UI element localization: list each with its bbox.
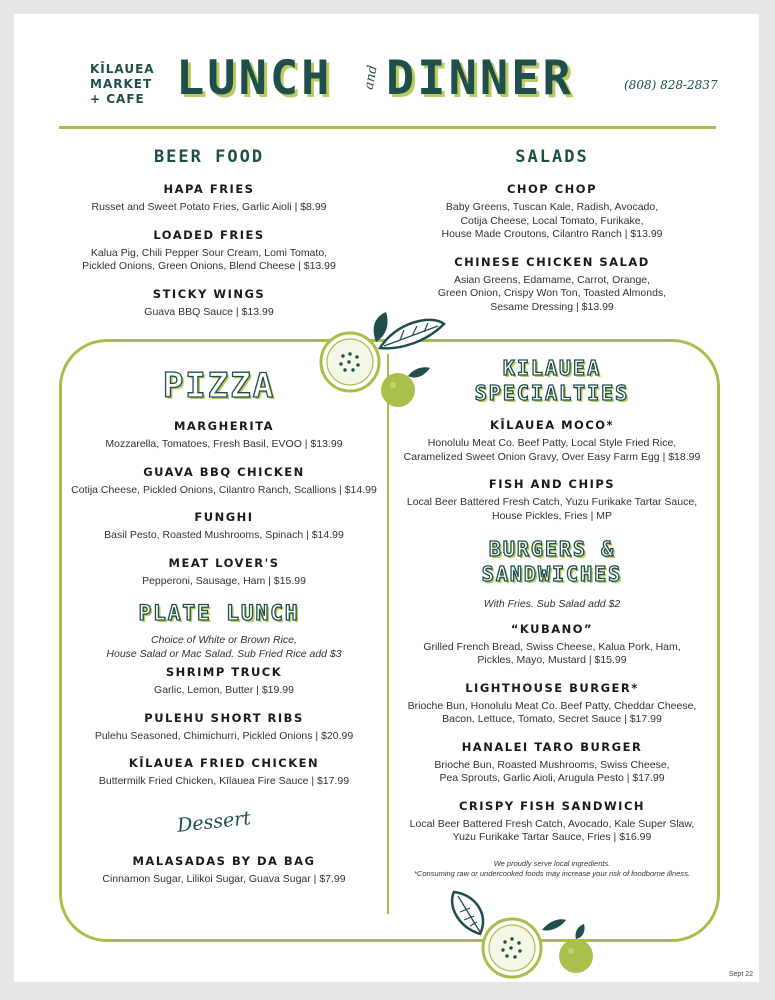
brand-line: KĪLAUEA — [90, 62, 155, 76]
menu-item-desc: Pepperoni, Sausage, Ham | $15.99 — [142, 574, 306, 587]
menu-item-desc: Honolulu Meat Co. Beef Patty, Local Style Fried Rice, — [427, 437, 677, 449]
menu-item-name: KĪLAUEA FRIED CHICKEN — [128, 756, 320, 770]
title-lunch: LUNCH — [176, 51, 333, 106]
menu-item-desc: Garlic, Lemon, Butter | $19.99 — [154, 684, 294, 696]
menu-item-desc: Local Beer Battered Fresh Catch, Yuzu Furikake Tartar Sauce, — [406, 496, 698, 508]
menu-item-desc: Sesame Dressing | $13.99 — [490, 300, 614, 313]
menu-item-name: FUNGHI — [194, 510, 254, 524]
menu-item-name: HAPA FRIES — [163, 182, 255, 196]
menu-item-name: PULEHU SHORT RIBS — [144, 710, 304, 725]
phone-number: (808) 828-2837 — [624, 78, 718, 92]
leaf-icon — [452, 892, 483, 934]
heading-line: KILAUEA — [502, 356, 602, 380]
pizza-heading: PIZZA — [162, 366, 276, 406]
menu-item-name: KĪLAUEA MOCO* — [489, 418, 615, 432]
specialties-heading — [392, 356, 712, 406]
menu-item-name: LOADED FRIES — [153, 227, 265, 242]
menu-item-desc: Basil Pesto, Roasted Mushrooms, Spinach | $14.99 — [104, 529, 344, 541]
beer-food-list — [34, 182, 384, 319]
title-dinner: DINNER — [386, 51, 574, 106]
plate-lunch-note: Choice of White or Brown Rice, — [151, 634, 297, 646]
dessert-list — [64, 854, 384, 887]
burgers-heading — [392, 537, 712, 587]
menu-item-desc: Pickled Onions, Green Onions, Blend Cheese | $13.99 — [82, 260, 336, 272]
brand-line: + CAFE — [90, 92, 145, 106]
menu-item-desc: Guava BBQ Sauce | $13.99 — [144, 305, 274, 318]
menu-item-desc: Grilled French Bread, Swiss Cheese, Kalua Pork, Ham, — [423, 640, 681, 653]
beer-food-heading: BEER FOOD — [153, 147, 265, 167]
heading-line: BURGERS & — [488, 537, 616, 561]
salads-list — [394, 182, 710, 314]
menu-item-desc: Cotija Cheese, Local Tomato, Furikake, — [460, 214, 644, 227]
menu-item-desc: Pickles, Mayo, Mustard | $15.99 — [477, 654, 627, 666]
plate-lunch-heading: PLATE LUNCH — [138, 601, 300, 625]
menu-item-desc: Asian Greens, Edamame, Carrot, Orange, — [453, 273, 651, 286]
menu-item-name: MEAT LOVER'S — [168, 555, 280, 570]
menu-item-name: LIGHTHOUSE BURGER* — [465, 680, 639, 695]
menu-item-desc: Mozzarella, Tomatoes, Fresh Basil, EVOO | $13.99 — [105, 438, 343, 450]
plate-lunch-note: House Salad or Mac Salad. Sub Fried Rice add $3 — [106, 647, 342, 660]
menu-item-desc: Caramelized Sweet Onion Gravy, Over Easy Farm Egg | $18.99 — [403, 450, 701, 463]
menu-item-name: CRISPY FISH SANDWICH — [458, 798, 646, 813]
menu-item-name: MARGHERITA — [173, 419, 275, 433]
burgers-list — [392, 598, 712, 879]
menu-item-desc: Cinnamon Sugar, Lilikoi Sugar, Guava Sugar | $7.99 — [102, 873, 346, 885]
menu-item-desc: House Made Croutons, Cilantro Ranch | $13.99 — [441, 228, 663, 240]
menu-item-desc: Buttermilk Fried Chicken, Kīlauea Fire Sauce | $17.99 — [98, 775, 350, 787]
salads-heading: SALADS — [515, 147, 589, 167]
leaf-icon — [374, 312, 388, 342]
footnote: *Consuming raw or undercooked foods may increase your risk of foodborne illness. — [414, 868, 690, 878]
menu-item-desc: Brioche Bun, Roasted Mushrooms, Swiss Cheese, — [434, 758, 670, 771]
menu-item-name: HANALEI TARO BURGER — [461, 739, 643, 754]
brand-logo — [90, 62, 160, 107]
menu-item-desc: Local Beer Battered Fresh Catch, Avocado, Kale Super Slaw, — [409, 817, 695, 830]
guava-fruit-icon — [559, 939, 593, 973]
lime-fruit-icon — [446, 886, 596, 982]
heading-line: SPECIALTIES — [474, 381, 630, 405]
menu-item-name: “KUBANO” — [510, 621, 594, 636]
title-and: and — [361, 64, 381, 91]
menu-item-name: GUAVA BBQ CHICKEN — [143, 464, 305, 479]
menu-sheet — [14, 14, 759, 982]
menu-item-name: CHOP CHOP — [506, 182, 598, 196]
menu-item-desc: Yuzu Furikake Tartar Sauce, Fries | $16.99 — [452, 831, 652, 843]
leaf-icon — [542, 919, 566, 930]
menu-item-desc: Kalua Pig, Chili Pepper Sour Cream, Lomi Tomato, — [90, 246, 328, 259]
menu-item-name: MALASADAS BY DA BAG — [132, 854, 316, 868]
menu-item-desc: Pea Sprouts, Garlic Aioli, Arugula Pesto | $17.99 — [439, 772, 665, 784]
menu-item-desc: Pulehu Seasoned, Chimichurri, Pickled Onions | $20.99 — [94, 729, 354, 742]
menu-item-desc: Cotija Cheese, Pickled Onions, Cilantro Ranch, Scallions | $14.99 — [71, 483, 377, 496]
menu-item-name: FISH AND CHIPS — [488, 477, 616, 491]
menu-item-desc: Brioche Bun, Honolulu Meat Co. Beef Patty, Cheddar Cheese, — [407, 699, 697, 712]
menu-item-desc: House Pickles, Fries | MP — [491, 509, 612, 522]
brand-line: MARKET — [90, 77, 153, 91]
header-rule — [59, 126, 716, 129]
menu-item-name: CHINESE CHICKEN SALAD — [454, 254, 650, 269]
menu-item-desc: Baby Greens, Tuscan Kale, Radish, Avocado, — [445, 201, 659, 213]
dessert-heading: Dessert — [176, 807, 252, 837]
specialties-list — [392, 418, 712, 523]
column-divider — [387, 354, 389, 914]
plate-lunch-list — [64, 634, 384, 789]
date-code: Sept 22 — [728, 971, 753, 978]
footnote: We proudly serve local ingredients. — [493, 858, 611, 868]
heading-line: SANDWICHES — [481, 562, 623, 586]
burgers-note: With Fries. Sub Salad add $2 — [483, 598, 621, 610]
menu-item-desc: Bacon, Lettuce, Tomato, Secret Sauce | $17.99 — [442, 713, 662, 725]
pizza-list — [64, 419, 384, 588]
menu-item-desc: Green Onion, Crispy Won Ton, Toasted Almonds, — [437, 287, 667, 299]
menu-item-name: SHRIMP TRUCK — [165, 665, 283, 679]
menu-item-name: STICKY WINGS — [152, 286, 266, 301]
menu-item-desc: Russet and Sweet Potato Fries, Garlic Aioli | $8.99 — [91, 201, 327, 213]
